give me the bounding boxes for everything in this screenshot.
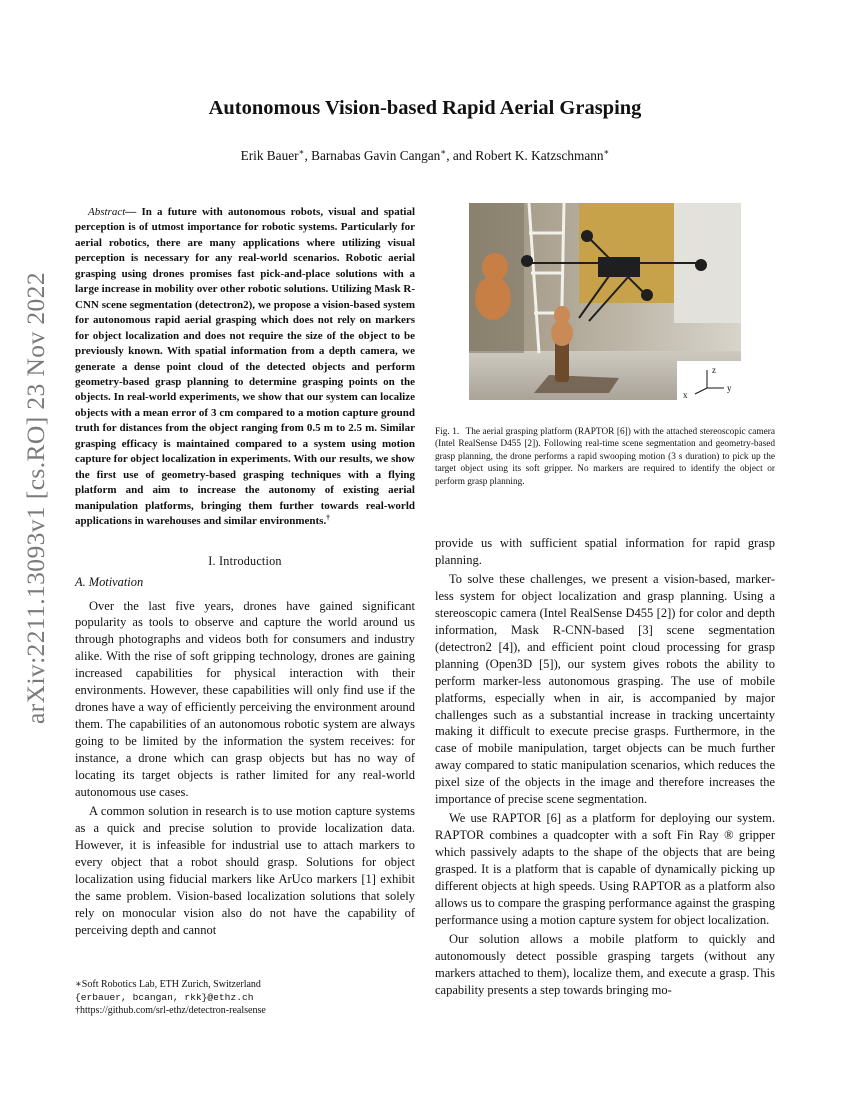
paragraph: A common solution in research is to use motion capture systems as a quick and precise solution to provide localization data. However, it is infeasible for industrial use to attach markers to every object that a robot should grasp. Solutions for object localization using fiducial markers like ArUco markers [1] exhibit the same problem. Vision-based localization solutions that solely rely on monocular vision also do not have the capability of perceiving depth and cannot <box>75 803 415 937</box>
paragraph: To solve these challenges, we present a vision-based, marker-less system for object localization and grasp planning. Using a stereoscopic camera (Intel RealSense D455 [2]) for color and depth information, Mask R-CNN-based [3] scene segmentation (detectron2 [4]), and efficient point cloud processing for grasp planning (Open3D [5]), our system gives robots the ability to perform marker-less autonomous grasping. The use of mobile platforms, especially when in air, is accompanied by major challenges such as a substantial increase in tracking uncertainty making it difficult to execute precise grasps. Furthermore, in the case of mobile manipulation, target objects can be much further away compared to static manipulation scenarios, which reduces the pixel size of the objects in the image and therefore increases the importance of precise scene segmentation. <box>435 571 775 807</box>
abstract-dagger: † <box>326 513 330 522</box>
affiliation-mark: ∗ <box>440 146 447 157</box>
footnotes <box>75 978 415 1017</box>
affiliation-mark: ∗ <box>603 146 610 157</box>
author-list: Erik Bauer∗, Barnabas Gavin Cangan∗, and Robert K. Katzschmann∗ <box>240 146 610 163</box>
figure-label: Fig. 1. <box>435 427 460 437</box>
footnote-affiliation: ∗Soft Robotics Lab, ETH Zurich, Switzerland <box>75 979 261 990</box>
section-heading: I. Introduction <box>208 553 282 568</box>
paragraph: We use RAPTOR [6] as a platform for deploying our system. RAPTOR combines a quadcopter with a soft Fin Ray ® gripper which passively adapts to the shape of the objects that are being grasped. It is a platform that is capable of dynamically picking up different objects at high speeds. Using RAPTOR as a platform also allows us to compare the grasping performance against the grasping performance using a motion capture system for object localization. <box>435 811 775 927</box>
axis-label-y: y <box>727 383 732 393</box>
drone-photo-illustration <box>469 203 741 400</box>
paragraph: provide us with sufficient spatial information for rapid grasp planning. <box>435 536 775 567</box>
figure-caption-text: The aerial grasping platform (RAPTOR [6]) with the attached stereoscopic camera (Intel RealSense D455 [2]). Following real-time scene segmentation and geometry-based grasp planning, the drone performs a rapid swooping motion (3 s duration) to pick up the target object using its soft gripper. No markers are required to identify the object or perform grasp planning. <box>435 427 776 487</box>
arxiv-id: arXiv:2211.13093v1 [cs.RO] 23 Nov 2022 <box>21 272 50 724</box>
right-column <box>435 535 775 1001</box>
author-2: Barnabas Gavin Cangan <box>311 148 441 163</box>
affiliation-mark: ∗ <box>298 146 305 157</box>
figure-photo <box>469 203 741 400</box>
abstract-label: Abstract <box>88 206 126 218</box>
abstract: Abstract— In a future with autonomous robots, visual and spatial perception is of utmost importance for robotic systems. Particularly for aerial robotics, there are many applications where utilizing visual perception is necessary for any real-world scenarios. Robotic aerial grasping using drones promises fast pick-and-place solutions with a large increase in mobility over other robotic solutions. Utilizing Mask R-CNN scene segmentation (detectron2), we propose a vision-based system for autonomous rapid aerial grasping which does not rely on markers for object localization and does not require the size of the object to be previously known. With spatial information from a depth camera, we generate a dense point cloud of the detected objects and perform geometry-based grasp planning to determine grasping points on the objects. In real-world experiments, we show that our system can localize objects with a mean error of 3 cm compared to a motion capture ground truth for distances from the object ranging from 0.5 m to 2.5 m. Similar grasping efficacy is maintained compared to a system using motion capture for object localization in experiments. With our results, we show the first use of geometry-based grasping techniques with a flying platform and aim to increase the autonomy of existing aerial manipulation platforms, bringing them further towards real-world applications in warehouses and similar environments.† <box>75 206 415 528</box>
axis-label-z: z <box>712 365 716 375</box>
abstract-text: In a future with autonomous robots, visual and spatial perception is of utmost importance for robotic systems. Particularly for aerial robotics, there are many applications where utilizing visual perception is necessary for any real-world scenarios. Robotic aerial grasping using drones promises fast pick-and-place solutions with a large increase in mobility over other robotic solutions. Utilizing Mask R-CNN scene segmentation (detectron2), we propose a vision-based system for autonomous rapid aerial grasping which does not rely on markers for object localization and does not require the size of the object to be previously known. With spatial information from a depth camera, we generate a dense point cloud of the detected objects and perform geometry-based grasp planning to determine grasping points on the objects. In real-world experiments, we show that our system can localize objects with a mean error of 3 cm compared to a motion capture ground truth for distances from the object ranging from 0.5 m to 2.5 m. Similar grasping efficacy is maintained compared to a system using motion capture for object localization in experiments. With our results, we show the first use of geometry-based grasping techniques with a flying platform and aim to increase the autonomy of existing aerial manipulation platforms, bringing them further towards real-world applications in warehouses and similar environments. <box>75 206 415 528</box>
paper-title: Autonomous Vision-based Rapid Aerial Grasping <box>208 97 642 119</box>
author-3: and Robert K. Katzschmann <box>452 148 604 163</box>
subsection-heading: A. Motivation <box>75 574 144 589</box>
footnote-link: †https://github.com/srl-ethz/detectron-realsense <box>75 1005 266 1016</box>
axis-label-x: x <box>683 390 688 400</box>
paragraph: Over the last five years, drones have gained significant popularity as tools to observe and capture the world around us through photographs and videos both for consumers and industry alike. With the rise of soft gripping technology, drones are gaining increased capabilities for physical interaction with their environments. However, these capabilities will only find use if the drones have a way of efficiently perceiving the environment around them. The capabilities of an autonomous robotic system are always going to be limited by the information the system receives: for instance, a drone which can grasp objects but has no way of locating its target objects is rather limited for any real-world autonomous use cases. <box>75 598 415 799</box>
figure-caption <box>435 426 775 488</box>
author-1: Erik Bauer <box>240 148 299 163</box>
footnote-emails: {erbauer, bcangan, rkk}@ethz.ch <box>75 992 254 1003</box>
left-column <box>75 205 415 941</box>
arxiv-stamp <box>16 272 56 724</box>
paragraph: Our solution allows a mobile platform to quickly and autonomously detect possible grasping targets (without any markers attached to them), localize them, and execute a grasp. This capability presents a step towards bringing mo- <box>435 931 775 997</box>
